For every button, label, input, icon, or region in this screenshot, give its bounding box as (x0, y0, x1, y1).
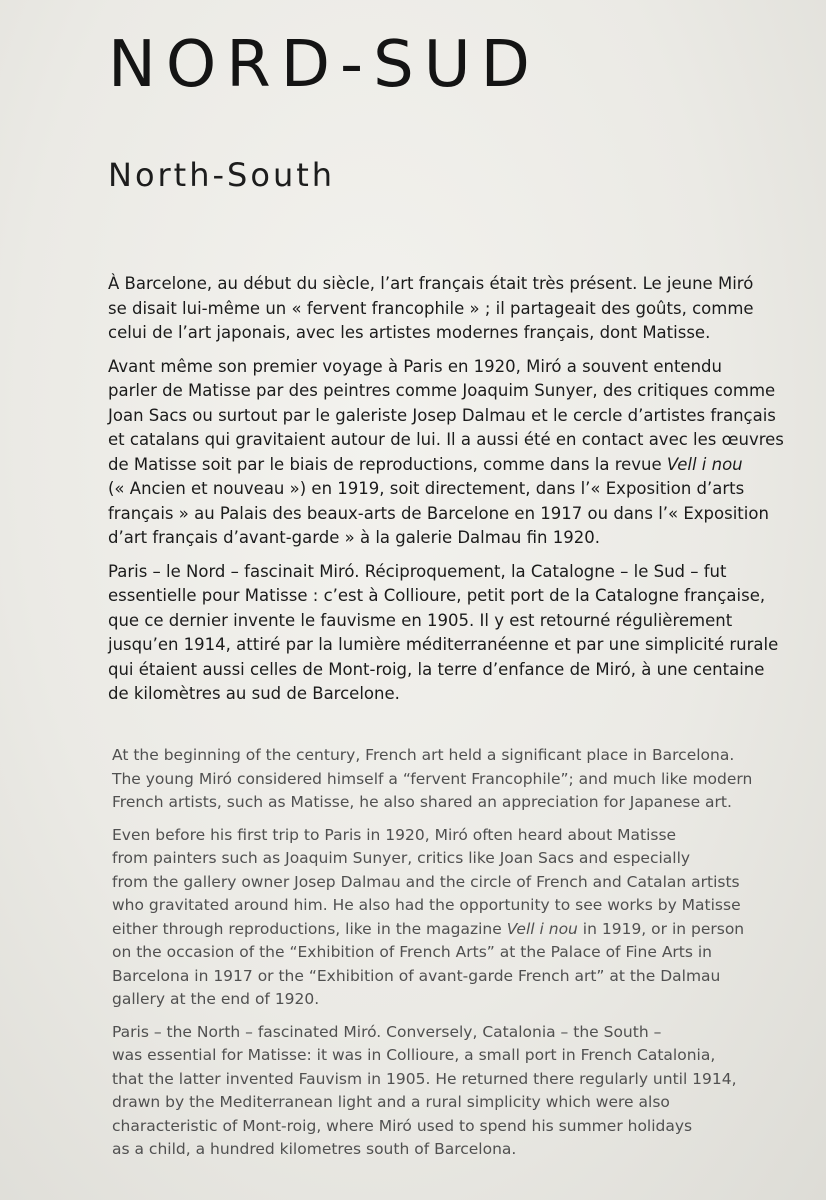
text-line: (« Ancien et nouveau ») en 1919, soit directement, dans l’« Exposition d’arts (108, 479, 745, 498)
text-line: celui de l’art japonais, avec les artistes modernes français, dont Matisse. (108, 323, 711, 342)
text-line: Avant même son premier voyage à Paris en 1920, Miró a souvent entendu (108, 356, 722, 376)
text-line: was essential for Matisse: it was in Collioure, a small port in French Catalonia, (112, 1046, 716, 1064)
text-line: Paris – the North – fascinated Miró. Conversely, Catalonia – the South – (112, 1022, 662, 1041)
text-line: gallery at the end of 1920. (112, 990, 320, 1008)
text-line: Barcelona in 1917 or the “Exhibition of avant-garde French art” at the Dalmau (112, 966, 721, 985)
english-paragraph-3 (112, 1021, 752, 1162)
text-line: qui étaient aussi celles de Mont-roig, la terre d’enfance de Miró, à une centaine (108, 659, 765, 679)
english-text (112, 744, 752, 1171)
text-line: drawn by the Mediterranean light and a rural simplicity which were also (112, 1093, 670, 1111)
french-paragraph-1 (108, 272, 758, 346)
english-paragraph-2 (112, 824, 752, 1012)
panel-subtitle: North-South (108, 156, 336, 194)
text-line (108, 453, 758, 478)
magazine-title: Vell i nou (506, 919, 578, 938)
text-line: d’art français d’avant-garde » à la galerie Dalmau fin 1920. (108, 528, 600, 547)
text-fragment: de Matisse soit par le biais de reproductions, comme dans la revue (108, 454, 667, 474)
text-line: Paris – le Nord – fascinait Miró. Réciproquement, la Catalogne – le Sud – fut (108, 561, 727, 581)
text-line: essentielle pour Matisse : c’est à Collioure, petit port de la Catalogne française, (108, 586, 766, 605)
text-line: de kilomètres au sud de Barcelone. (108, 684, 400, 703)
magazine-title: Vell i nou (666, 454, 743, 474)
text-line: À Barcelone, au début du siècle, l’art français était très présent. Le jeune Miró (108, 274, 754, 293)
text-line: characteristic of Mont-roig, where Miró used to spend his summer holidays (112, 1116, 693, 1135)
text-line: que ce dernier invente le fauvisme en 1905. Il y est retourné régulièrement (108, 610, 733, 630)
text-line: se disait lui-même un « fervent francophile » ; il partageait des goûts, comme (108, 298, 754, 318)
text-line: on the occasion of the “Exhibition of French Arts” at the Palace of Fine Arts in (112, 943, 713, 961)
text-line: Joan Sacs ou surtout par le galeriste Josep Dalmau et le cercle d’artistes français (108, 405, 776, 425)
text-line: French artists, such as Matisse, he also shared an appreciation for Japanese art. (112, 793, 732, 811)
text-line: that the latter invented Fauvism in 1905. He returned there regularly until 1914, (112, 1069, 737, 1088)
text-line: as a child, a hundred kilometres south of Barcelona. (112, 1140, 517, 1158)
english-paragraph-1 (112, 744, 752, 815)
french-paragraph-3 (108, 560, 779, 707)
text-line: who gravitated around him. He also had the opportunity to see works by Matisse (112, 896, 741, 914)
text-line: parler de Matisse par des peintres comme Joaquim Sunyer, des critiques comme (108, 381, 776, 400)
french-text (108, 272, 784, 716)
text-line: At the beginning of the century, French art held a significant place in Barcelona. (112, 746, 735, 764)
text-line: The young Miró considered himself a “fervent Francophile”; and much like modern (112, 769, 753, 788)
text-line: Even before his first trip to Paris in 1920, Miró often heard about Matisse (112, 825, 677, 844)
text-fragment: either through reproductions, like in the magazine (112, 919, 507, 938)
text-line: français » au Palais des beaux-arts de Barcelone en 1917 ou dans l’« Exposition (108, 503, 769, 523)
french-paragraph-2 (108, 355, 784, 551)
text-line: jusqu’en 1914, attiré par la lumière méditerranéenne et par une simplicité rurale (108, 635, 779, 654)
panel-title: NORD-SUD (108, 28, 540, 102)
text-line: et catalans qui gravitaient autour de lui. Il a aussi été en contact avec les œuvres (108, 430, 784, 449)
text-line: from painters such as Joaquim Sunyer, critics like Joan Sacs and especially (112, 849, 691, 867)
text-fragment: in 1919, or in person (577, 919, 745, 938)
text-line (112, 918, 752, 942)
text-line: from the gallery owner Josep Dalmau and the circle of French and Catalan artists (112, 872, 740, 891)
